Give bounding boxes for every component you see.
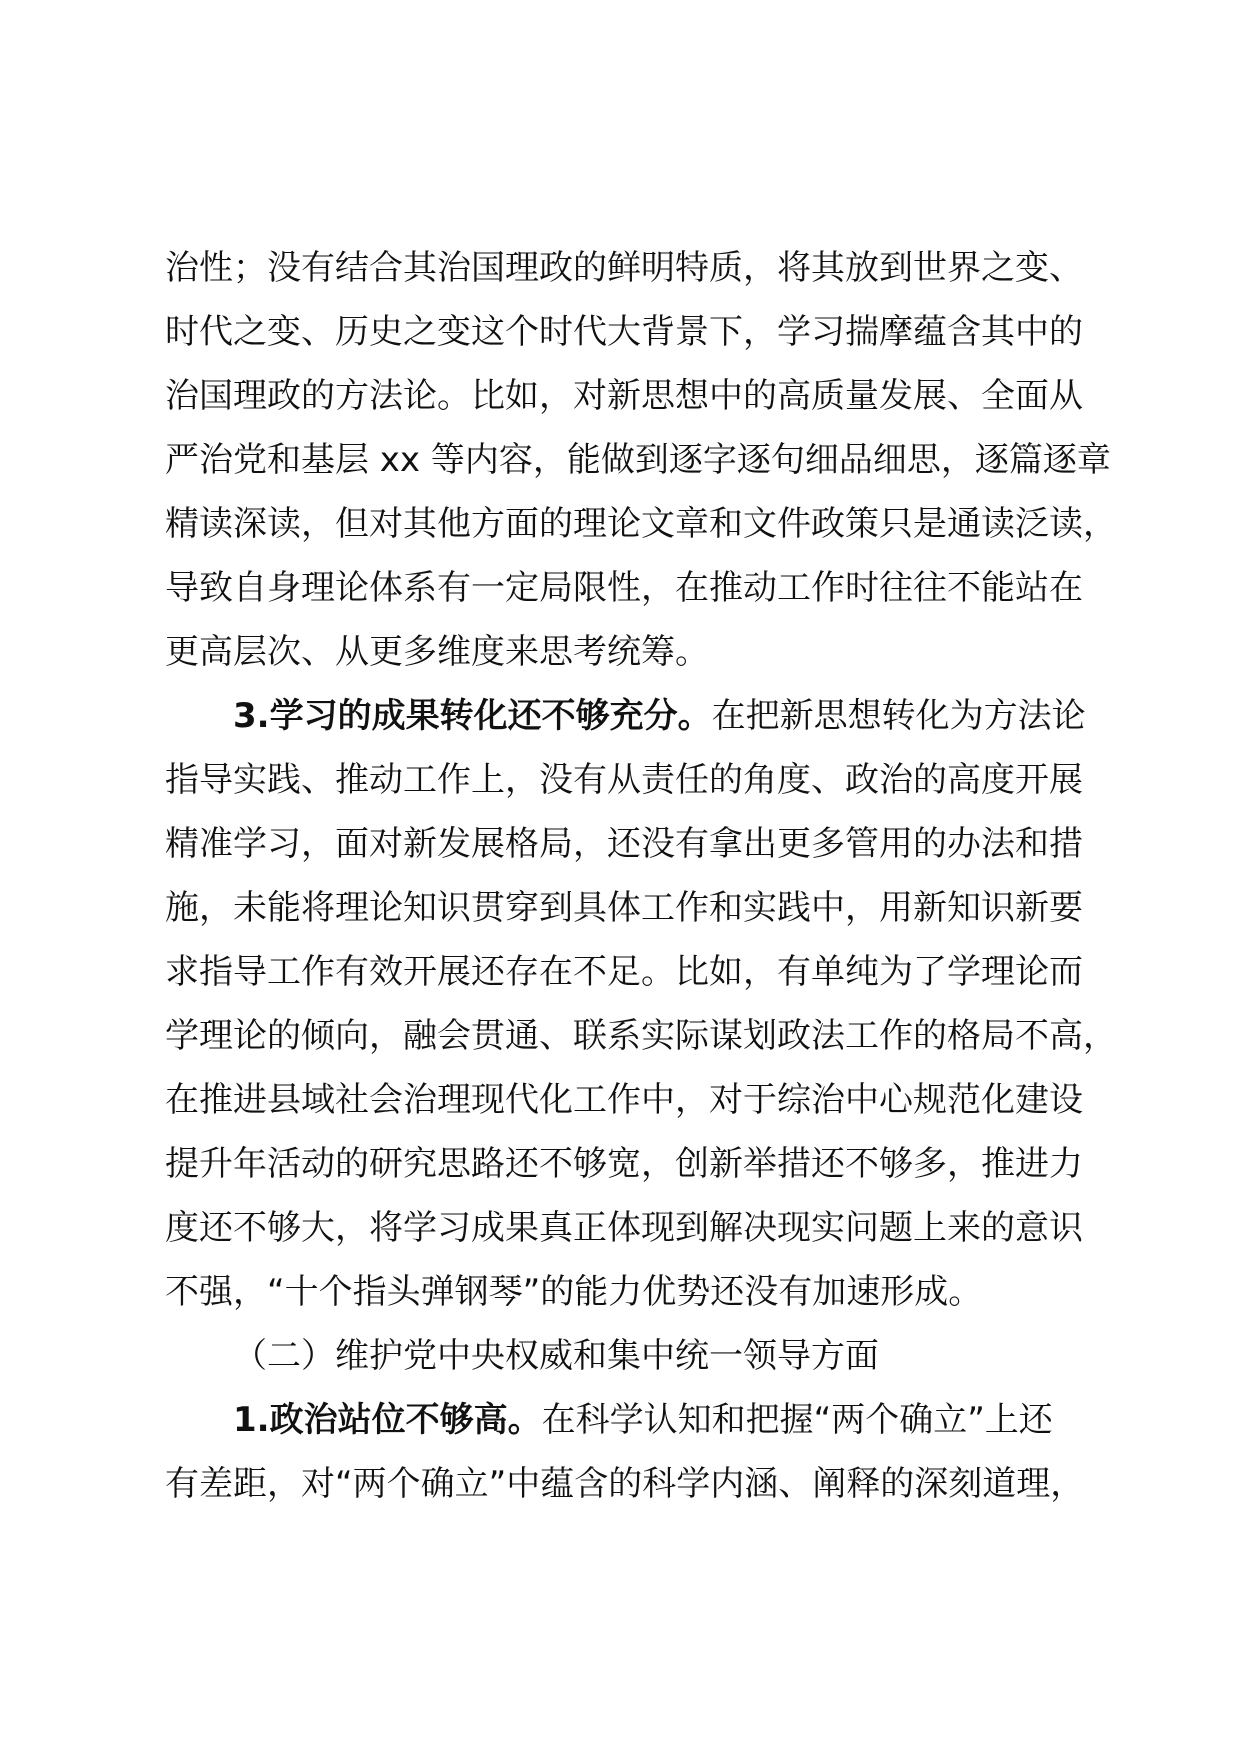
paragraph-line: 治国理政的方法论。比如，对新思想中的高质量发展、全面从 (165, 376, 1083, 416)
section-1-first-line-text: 在科学认知和把握“两个确立”上还 (541, 1400, 1053, 1440)
document-body (165, 236, 1117, 1516)
paragraph-line: 有差距，对“两个确立”中蕴含的科学内涵、阐释的深刻道理， (165, 1464, 1085, 1504)
paragraph-line: 学理论的倾向，融会贯通、联系实际谋划政法工作的格局不高， (165, 1016, 1117, 1056)
paragraph-line: 求指导工作有效开展还存在不足。比如，有单纯为了学理论而 (165, 952, 1083, 992)
section-1-heading: 1.政治站位不够高。 (233, 1400, 542, 1440)
section-3-heading: 3.学习的成果转化还不够充分。 (233, 696, 712, 736)
paragraph-line: 指导实践、推动工作上，没有从责任的角度、政治的高度开展 (165, 760, 1083, 800)
paragraph-line: 提升年活动的研究思路还不够宽，创新举措还不够多，推进力 (165, 1144, 1083, 1184)
subsection-title: （二）维护党中央权威和集中统一领导方面 (233, 1336, 879, 1376)
paragraph-line: 精读深读，但对其他方面的理论文章和文件政策只是通读泛读， (165, 504, 1117, 544)
paragraph-line: 施，未能将理论知识贯穿到具体工作和实践中，用新知识新要 (165, 888, 1083, 928)
paragraph-line: 时代之变、历史之变这个时代大背景下，学习揣摩蕴含其中的 (165, 312, 1083, 352)
paragraph-line: 不强，“十个指头弹钢琴”的能力优势还没有加速形成。 (165, 1272, 983, 1312)
paragraph-line: 在推进县域社会治理现代化工作中，对于综治中心规范化建设 (165, 1080, 1083, 1120)
paragraph-line: 度还不够大，将学习成果真正体现到解决现实问题上来的意识 (165, 1208, 1083, 1248)
paragraph-line: 严治党和基层 xx 等内容，能做到逐字逐句细品细思，逐篇逐章 (165, 440, 1111, 480)
section-3-first-line-text: 在把新思想转化为方法论 (711, 696, 1086, 736)
paragraph-line: 精准学习，面对新发展格局，还没有拿出更多管用的办法和措 (165, 824, 1083, 864)
paragraph-line: 更高层次、从更多维度来思考统筹。 (165, 632, 709, 672)
section-1-first-line (165, 1388, 1105, 1452)
paragraph-line: 治性；没有结合其治国理政的鲜明特质，将其放到世界之变、 (165, 248, 1083, 288)
section-3-first-line (165, 684, 1105, 748)
paragraph-line: 导致自身理论体系有一定局限性，在推动工作时往往不能站在 (165, 568, 1083, 608)
